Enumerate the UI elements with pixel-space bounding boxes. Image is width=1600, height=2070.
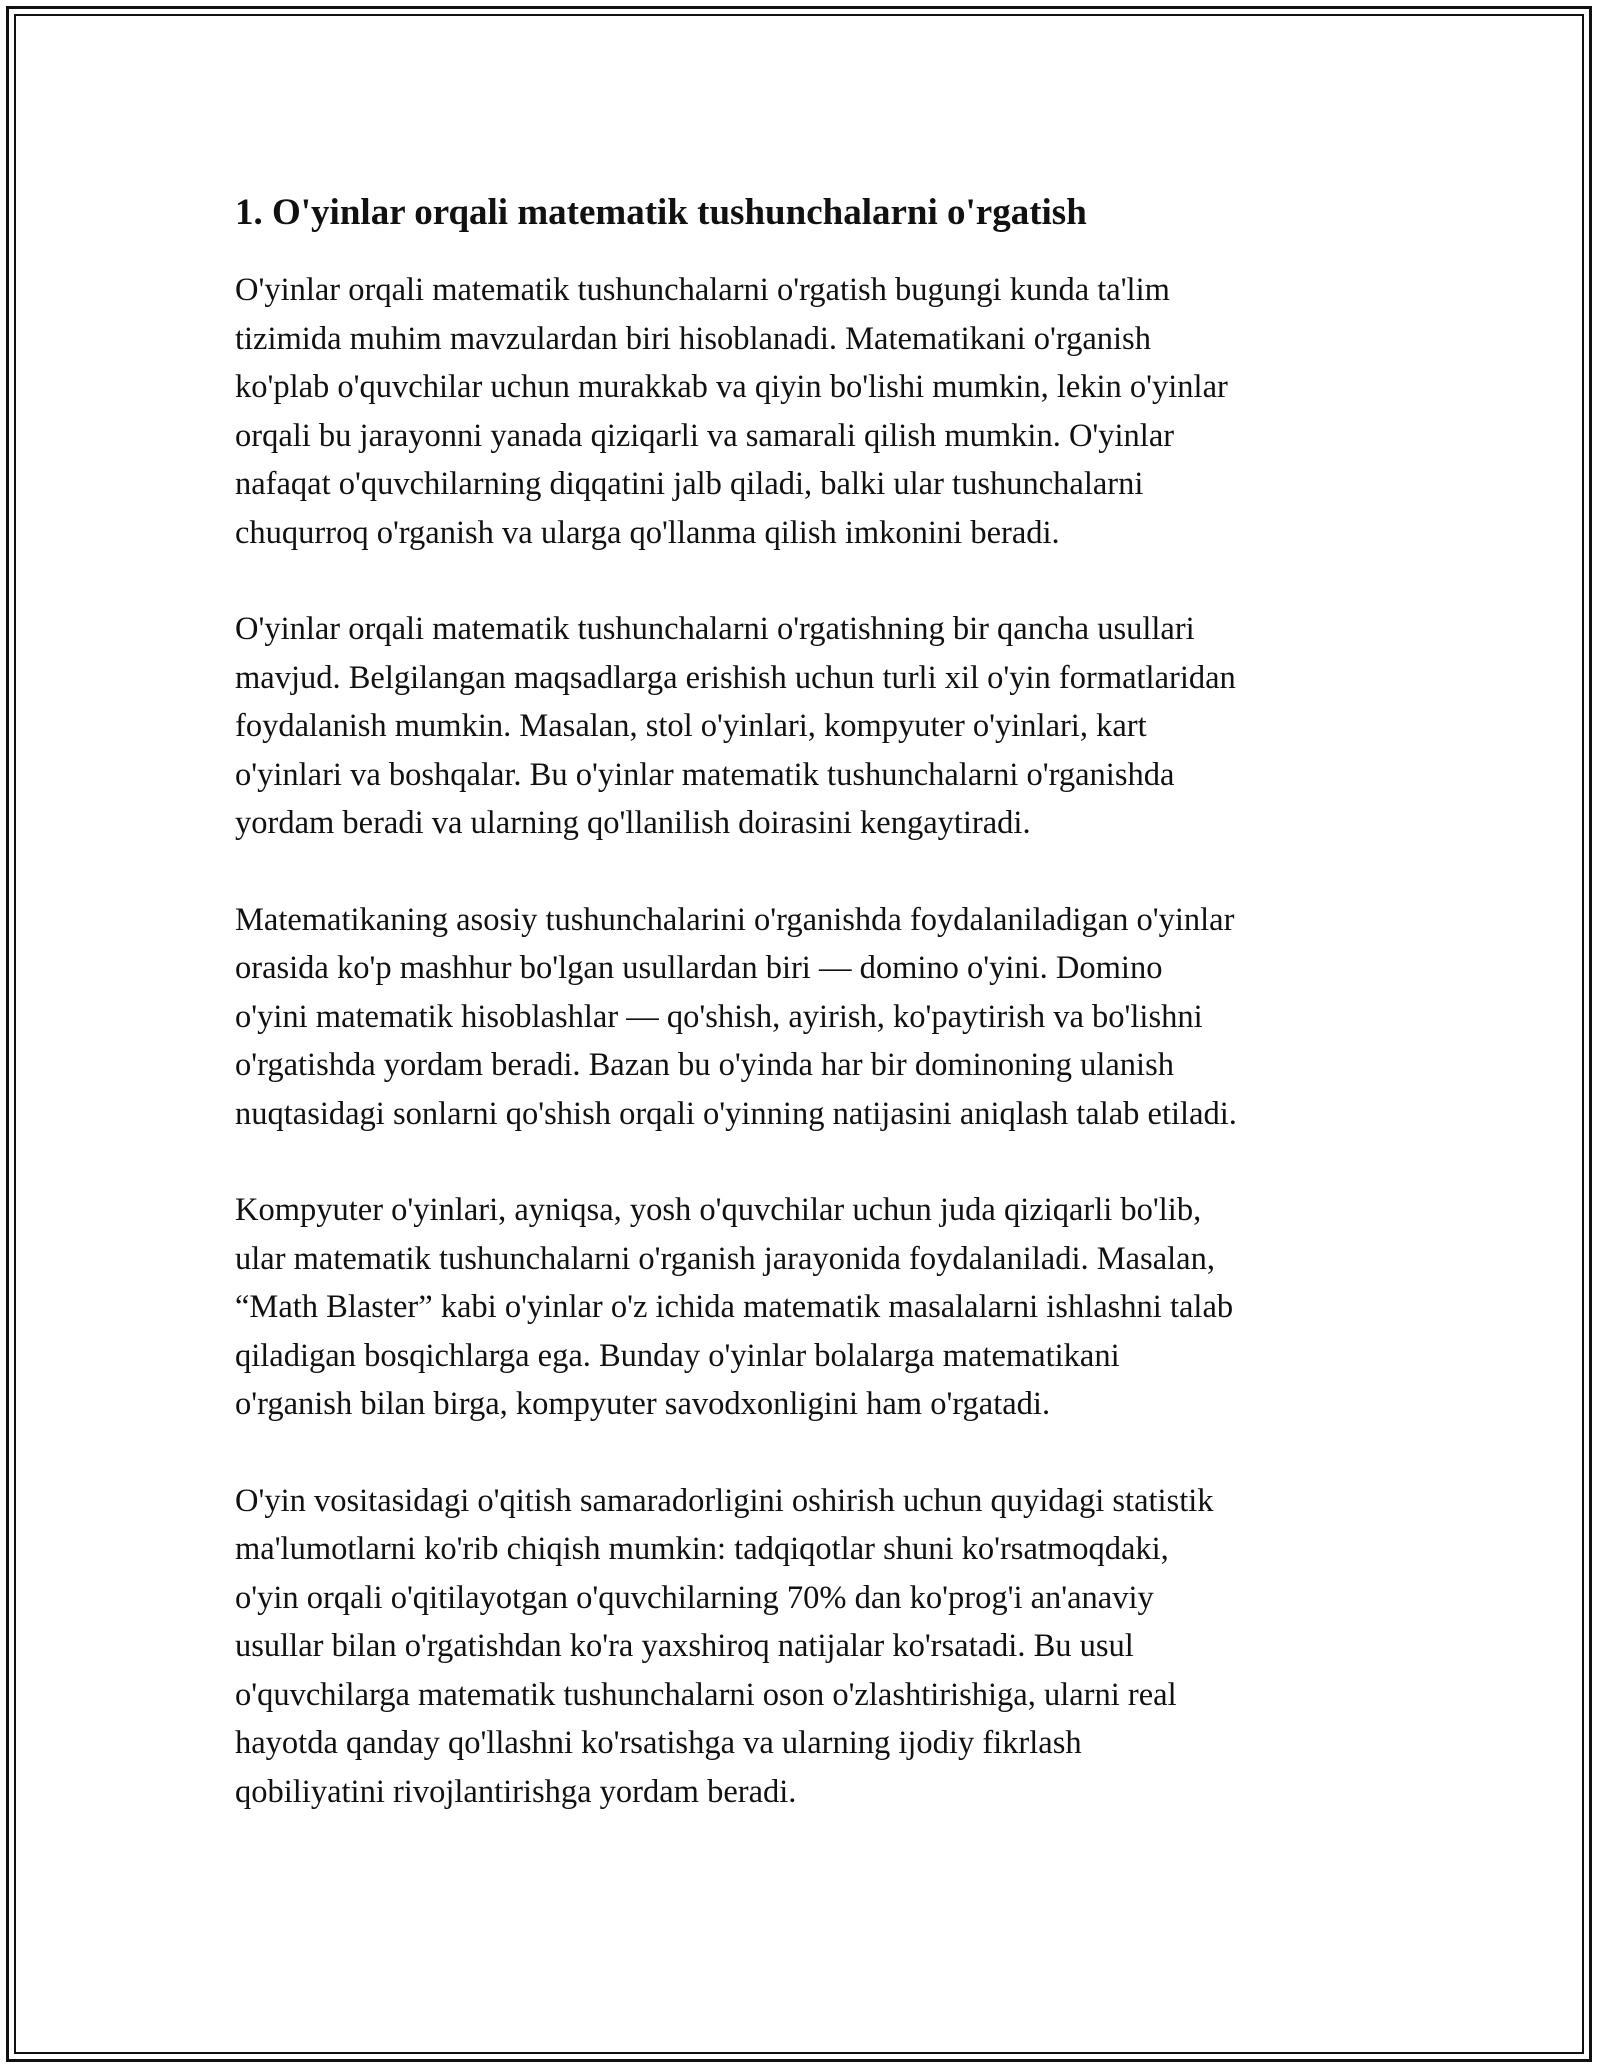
paragraph-line: ma'lumotlarni ko'rib chiqish mumkin: tadqiqotlar shuni ko'rsatmoqdaki, [235,1531,1169,1567]
paragraph-line: usullar bilan o'rgatishdan ko'ra yaxshiroq natijalar ko'rsatadi. Bu usul [235,1628,1134,1664]
paragraph-line: Matematikaning asosiy tushunchalarini o'rganishda foydalaniladigan o'yinlar [235,901,1235,938]
paragraph-line: o'rganish bilan birga, kompyuter savodxonligini ham o'rgatadi. [235,1386,1051,1422]
paragraph-1 [235,266,1385,557]
paragraph-line: orasida ko'p mashhur bo'lgan usullardan biri — domino o'yini. Domino [235,950,1163,986]
paragraph-line: Kompyuter o'yinlari, ayniqsa, yosh o'quvchilar uchun juda qiziqarli bo'lib, [235,1192,1202,1228]
paragraph-line: yordam beradi va ularning qo'llanilish doirasini kengaytiradi. [235,805,1031,841]
document-body [235,188,1385,1864]
paragraph-line: orqali bu jarayonni yanada qiziqarli va samarali qilish mumkin. O'yinlar [235,417,1175,454]
paragraph-line: hayotda qanday qo'llashni ko'rsatishga va ularning ijodiy fikrlash [235,1725,1082,1761]
paragraph-line: qiladigan bosqichlarga ega. Bunday o'yinlar bolalarga matematikani [235,1337,1120,1374]
paragraph-line: o'yin orqali o'qitilayotgan o'quvchilarning 70% dan ko'prog'i an'anaviy [235,1579,1154,1616]
paragraph-line: chuqurroq o'rganish va ularga qo'llanma qilish imkonini beradi. [235,514,1060,551]
paragraph-line: O'yinlar orqali matematik tushunchalarni o'rgatish bugungi kunda ta'lim [235,272,1170,308]
paragraph-line: tizimida muhim mavzulardan biri hisoblanadi. Matematikani o'rganish [235,320,1151,357]
paragraph-line: O'yinlar orqali matematik tushunchalarni o'rgatishning bir qancha usullari [235,611,1195,647]
paragraph-line: mavjud. Belgilangan maqsadlarga erishish uchun turli xil o'yin formatlaridan [235,659,1236,696]
paragraph-line: nafaqat o'quvchilarning diqqatini jalb qiladi, balki ular tushunchalarni [235,466,1144,502]
paragraph-line: o'rgatishda yordam beradi. Bazan bu o'yinda har bir dominoning ulanish [235,1047,1174,1083]
paragraph-line: o'quvchilarga matematik tushunchalarni oson o'zlashtirishiga, ularni real [235,1676,1177,1713]
paragraph-line: o'yinlari va boshqalar. Bu o'yinlar matematik tushunchalarni o'rganishda [235,756,1175,793]
paragraph-line: nuqtasidagi sonlarni qo'shish orqali o'yinning natijasini aniqlash talab etiladi. [235,1095,1237,1132]
paragraph-line: ko'plab o'quvchilar uchun murakkab va qiyin bo'lishi mumkin, lekin o'yinlar [235,369,1228,405]
paragraph-line: “Math Blaster” kabi o'yinlar o'z ichida matematik masalalarni ishlashni talab [235,1289,1234,1325]
paragraph-3 [235,896,1385,1139]
paragraph-4 [235,1186,1385,1429]
paragraph-line: O'yin vositasidagi o'qitish samaradorligini oshirish uchun quyidagi statistik [235,1482,1214,1519]
paragraph-line: foydalanish mumkin. Masalan, stol o'yinlari, kompyuter o'yinlari, kart [235,708,1147,744]
paragraph-5 [235,1477,1385,1817]
section-heading: 1. O'yinlar orqali matematik tushunchalarni o'rgatish [235,192,1087,233]
paragraph-line: o'yini matematik hisoblashlar — qo'shish, ayirish, ko'paytirish va bo'lishni [235,998,1203,1035]
paragraph-2 [235,605,1385,848]
paragraph-line: ular matematik tushunchalarni o'rganish jarayonida foydalaniladi. Masalan, [235,1240,1215,1277]
paragraph-line: qobiliyatini rivojlantirishga yordam beradi. [235,1773,797,1810]
